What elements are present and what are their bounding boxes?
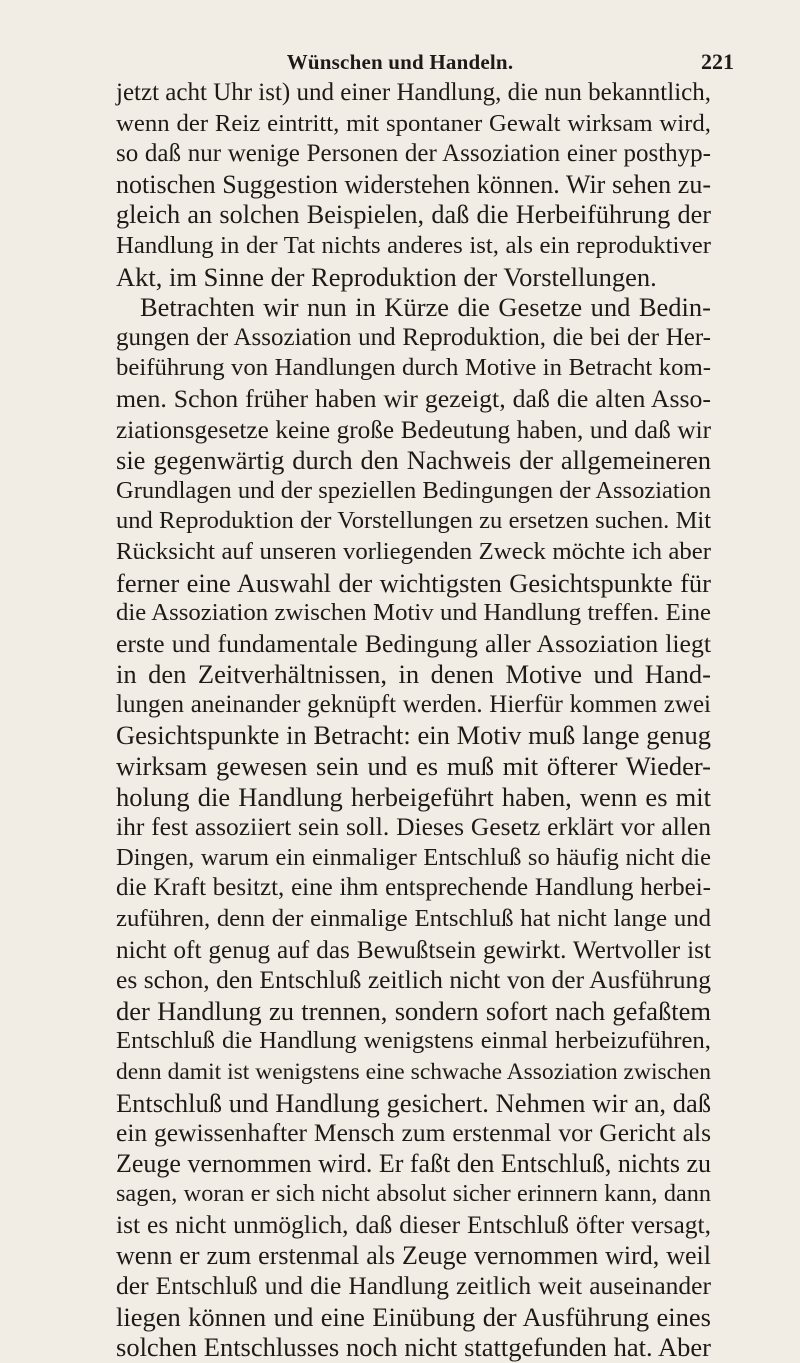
text-line: erste und fundamentale Bedingung aller Assoziation liegt [116,628,711,658]
text-line: wenn der Reiz eintritt, mit spontaner Gewalt wirksam wird, [116,109,711,137]
text-line: denn damit ist wenigstens eine schwache Assoziation zwischen [116,1059,711,1085]
text-line: Entschluß und Handlung gesichert. Nehmen wir an, daß [116,1087,711,1118]
text-line: liegen können und eine Einübung der Ausführung eines [116,1301,711,1332]
running-title: Wünschen und Handeln. [286,50,514,74]
text-line: sie gegenwärtig durch den Nachweis der allgemeineren [116,445,711,476]
text-line: zuführen, denn der einmalige Entschluß hat nicht lange und [116,905,711,933]
text-line: Akt, im Sinne der Reproduktion der Vorstellungen. [116,261,657,292]
text-line: sagen, woran er sich nicht absolut sicher erinnern kann, dann [116,1180,711,1208]
text-line: Grundlagen und der speziellen Bedingungen der Assoziation [116,476,711,504]
text-line: ferner eine Auswahl der wichtigsten Gesichtspunkte für [116,567,711,598]
text-line: notischen Suggestion widerstehen können. Wir sehen zu- [116,169,711,199]
text-line: ziationsgesetze keine große Bedeutung haben, und daß wir [116,415,711,444]
text-line: ist es nicht unmöglich, daß dieser Entschluß öfter versagt, [116,1209,711,1239]
text-line: in den Zeitverhältnissen, in denen Motive und Hand- [116,659,711,690]
text-line: Rücksicht auf unseren vorliegenden Zweck möchte ich aber [116,537,711,565]
text-line: so daß nur wenige Personen der Assoziation einer posthyp- [116,140,711,168]
text-line: der Entschluß und die Handlung zeitlich weit auseinander [116,1271,711,1301]
text-line: men. Schon früher haben wir gezeigt, daß die alten Asso- [116,383,711,413]
text-line: die Kraft besitzt, eine ihm entsprechende Handlung herbei- [116,874,711,902]
text-line: Entschluß die Handlung wenigstens einmal herbeizuführen, [116,1027,711,1055]
text-line: lungen aneinander geknüpft werden. Hierfür kommen zwei [116,690,711,718]
body-text [116,78,711,1363]
text-line: nicht oft genug auf das Bewußtsein gewirkt. Wertvoller ist [116,935,711,964]
text-line: beiführung von Handlungen durch Motive in Betracht kom- [116,354,711,382]
text-line: ein gewissenhafter Mensch zum erstenmal vor Gericht als [116,1118,711,1148]
text-line: ihr fest assoziiert sein soll. Dieses Gesetz erklärt vor allen [116,812,711,842]
text-line: Gesichtspunkte in Betracht: ein Motiv muß lange genug [116,720,711,751]
text-line: der Handlung zu trennen, sondern sofort nach gefaßtem [116,995,711,1026]
text-line: Betrachten wir nun in Kürze die Gesetze und Bedin- [140,292,711,323]
text-line: Dingen, warum ein einmaliger Entschluß so häufig nicht die [116,843,711,871]
text-line: holung die Handlung herbeigeführt haben, wenn es mit [116,781,711,812]
text-line: Zeuge vernommen wird. Er faßt den Entschluß, nichts zu [116,1148,711,1178]
text-line: wirksam gewesen sein und es muß mit öfterer Wieder- [116,751,711,782]
page-number: 221 [701,49,734,74]
text-line: gleich an solchen Beispielen, daß die Herbeiführung der [116,200,711,230]
text-line: wenn er zum erstenmal als Zeuge vernommen wird, weil [116,1240,711,1270]
text-line: die Assoziation zwischen Motiv und Handlung treffen. Eine [116,599,711,627]
text-line: und Reproduktion der Vorstellungen zu ersetzen suchen. Mit [116,507,711,535]
text-line: es schon, den Entschluß zeitlich nicht von der Ausführung [116,965,711,995]
text-line: solchen Entschlusses noch nicht stattgefunden hat. Aber [116,1332,711,1363]
text-line: jetzt acht Uhr ist) und einer Handlung, die nun bekanntlich, [116,79,711,106]
text-line: gungen der Assoziation und Reproduktion, die bei der Her- [116,323,711,351]
text-line: Handlung in der Tat nichts anderes ist, als ein reproduktiver [116,231,711,259]
